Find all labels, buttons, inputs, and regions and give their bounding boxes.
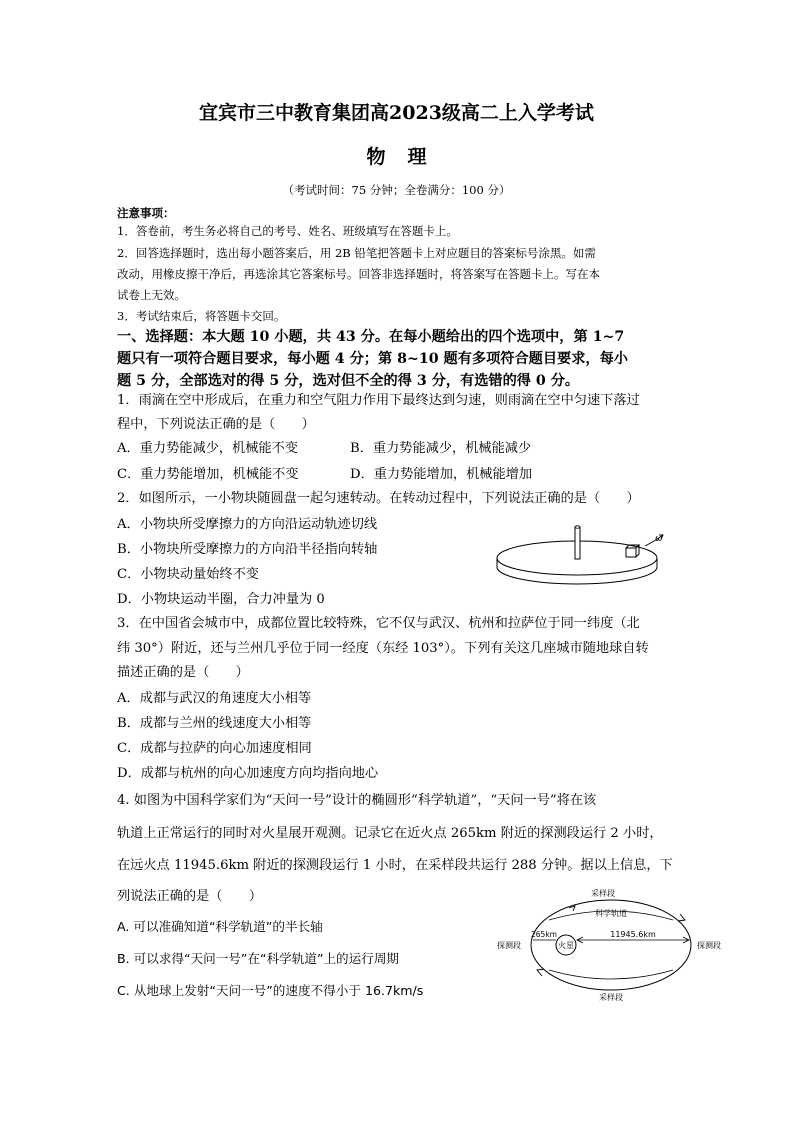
- orbit-bottom-label: 采样段: [599, 993, 623, 1002]
- orbit-name-label: 科学轨道: [595, 909, 627, 918]
- question-2-option-d: D．小物块运动半圈，合力冲量为 0: [117, 592, 325, 607]
- question-2-stem: 2．如图所示，一小物块随圆盘一起匀速转动。在转动过程中，下列说法正确的是（ ）: [117, 491, 640, 506]
- question-3-option-c: C．成都与拉萨的向心加速度相同: [117, 741, 312, 756]
- note-line: 1．答卷前，考生务必将自己的考号、姓名、班级填写在答题卡上。: [117, 224, 458, 238]
- question-1-stem: 程中，下列说法正确的是（ ）: [117, 417, 315, 432]
- question-4-option-b: B. 可以求得“天问一号”在“科学轨道”上的运行周期: [117, 951, 400, 966]
- question-1-option-c: C．重力势能增加，机械能不变: [117, 467, 299, 482]
- subject-title: 物理: [366, 146, 449, 168]
- exam-title: 宜宾市三中教育集团高2023级高二上入学考试: [199, 102, 594, 124]
- question-3-option-d: D．成都与杭州的向心加速度方向均指向地心: [117, 766, 379, 781]
- question-3-stem: 3．在中国省会城市中，成都位置比较特殊，它不仅与武汉、杭州和拉萨位于同一纬度（北: [117, 616, 640, 631]
- planet-label: 火星: [558, 941, 574, 950]
- question-1-stem: 1．雨滴在空中形成后，在重力和空气阻力作用下最终达到匀速，则雨滴在空中匀速下落过: [117, 393, 640, 408]
- far-distance-label: 11945.6km: [610, 930, 656, 939]
- notes-heading: 注意事项：: [117, 206, 175, 220]
- note-line: 试卷上无效。: [117, 288, 186, 302]
- question-4-option-a: A. 可以准确知道“科学轨道”的半长轴: [117, 919, 323, 934]
- exam-info: （考试时间：75 分钟；全卷满分：100 分）: [282, 183, 511, 197]
- note-line: 3．考试结束后，将答题卡交回。: [117, 309, 286, 323]
- question-4-option-c: C. 从地球上发射“天问一号”的速度不得小于 16.7km/s: [117, 983, 424, 998]
- note-line: 改动，用橡皮擦干净后，再选涂其它答案标号。回答非选择题时，将答案写在答题卡上。写在本: [117, 267, 600, 281]
- rotating-disk-figure: [495, 518, 670, 594]
- omega-label: ω: [655, 534, 663, 544]
- orbit-top-label: 采样段: [591, 889, 615, 898]
- section-heading-line: 一、选择题：本大题 10 小题，共 43 分。在每小题给出的四个选项中，第 1~7: [117, 329, 625, 345]
- section-heading-line: 题 5 分，全部选对的得 5 分，选对但不全的得 3 分，有选错的得 0 分。: [117, 373, 580, 389]
- question-1-option-d: D．重力势能增加，机械能增加: [350, 467, 533, 482]
- question-4-stem: 在远火点 11945.6km 附近的探测段运行 1 小时，在采样段共运行 288 分钟。据以上信息，下: [117, 858, 673, 873]
- question-3-stem: 描述正确的是（ ）: [117, 665, 249, 680]
- question-2-option-c: C．小物块动量始终不变: [117, 567, 259, 582]
- question-3-stem: 纬 30°）附近，还与兰州几乎位于同一经度（东经 103°）。下列有关这几座城市随地球自转: [117, 641, 649, 656]
- question-2-option-a: A．小物块所受摩擦力的方向沿运动轨迹切线: [117, 517, 378, 532]
- right-segment-label: 探测段: [697, 941, 721, 950]
- question-1-option-b: B．重力势能减少，机械能减少: [350, 441, 532, 456]
- question-3-option-a: A．成都与武汉的角速度大小相等: [117, 691, 312, 706]
- near-distance-label: 265km: [531, 930, 557, 939]
- question-4-stem: 轨道上正常运行的同时对火星展开观测。记录它在近火点 265km 附近的探测段运行 2 小时，: [117, 826, 663, 841]
- section-heading-line: 题只有一项符合题目要求，每小题 4 分；第 8~10 题有多项符合题目要求，每小: [117, 351, 628, 367]
- question-4-stem: 4. 如图为中国科学家们为“天问一号”设计的椭圆形“科学轨道”，“天问一号”将在该: [117, 793, 597, 808]
- note-line: 2．回答选择题时，选出每小题答案后，用 2B 铅笔把答题卡上对应题目的答案标号涂黑。如需: [117, 246, 596, 260]
- question-4-stem: 列说法正确的是（ ）: [117, 889, 263, 904]
- question-3-option-b: B．成都与兰州的线速度大小相等: [117, 716, 312, 731]
- question-2-option-b: B．小物块所受摩擦力的方向沿半径指向转轴: [117, 542, 378, 557]
- science-orbit-figure: [493, 884, 725, 1006]
- question-1-option-a: A．重力势能减少，机械能不变: [117, 441, 298, 456]
- left-segment-label: 探测段: [497, 941, 521, 950]
